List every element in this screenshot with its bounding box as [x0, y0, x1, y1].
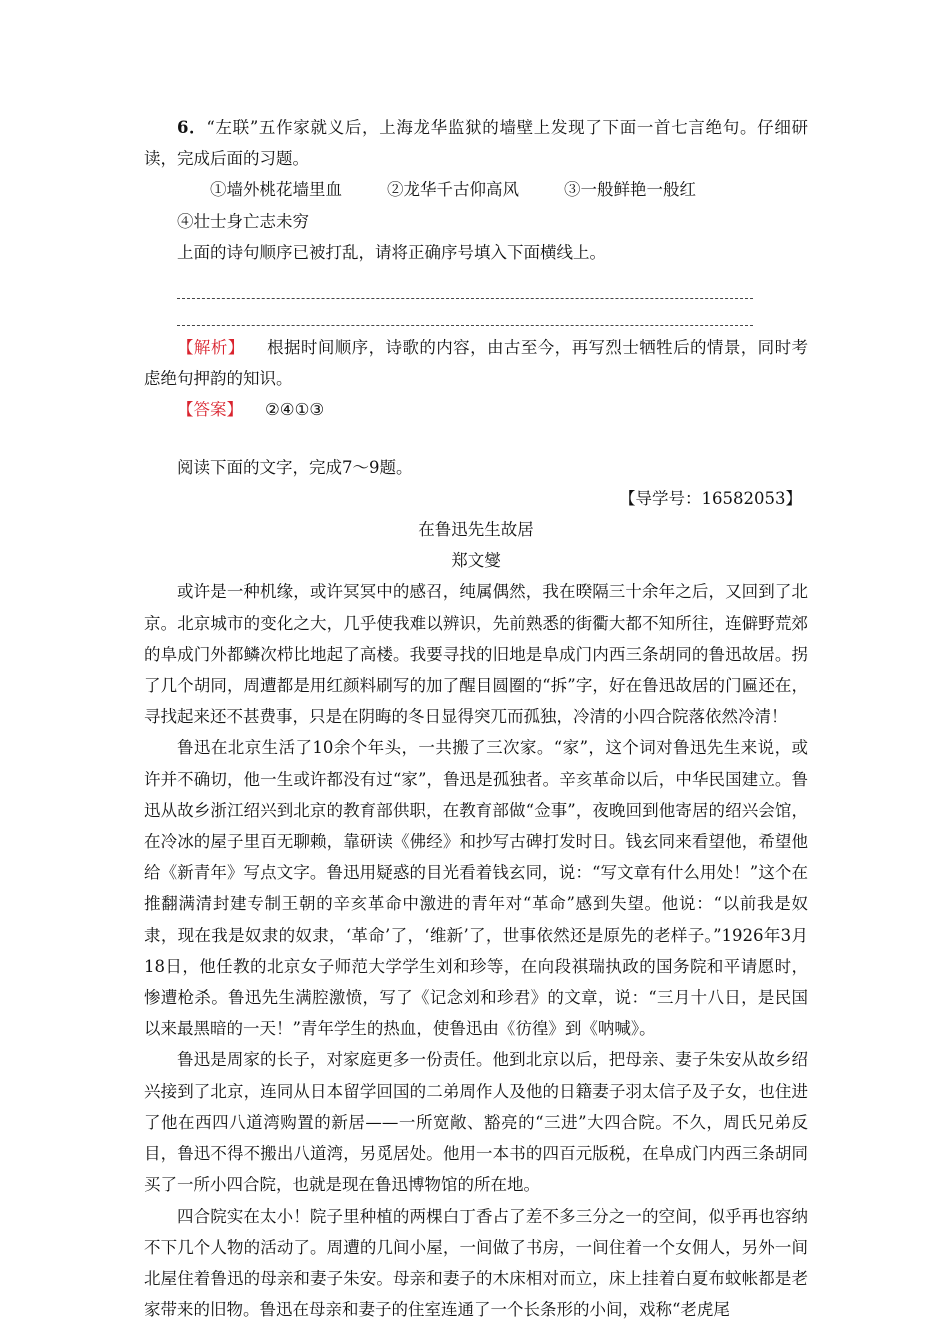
question-6-text: “左联”五作家就义后，上海龙华监狱的墙壁上发现了下面一首七言绝句。仔细研读，完成后面的习题。 [144, 118, 808, 169]
article-author: 郑文燮 [451, 551, 501, 571]
poem-options [144, 174, 808, 236]
question-6-prompt [144, 112, 808, 174]
poem-option-3: ③一般鲜艳一般红 [564, 180, 696, 200]
page-content [144, 112, 808, 1325]
poem-option-2: ②龙华千古仰高风 [387, 180, 519, 200]
analysis-text: 根据时间顺序，诗歌的内容，由古至今，再写烈士牺牲后的情景，同时考虑绝句押韵的知识。 [144, 338, 809, 389]
article-paragraph-1: 或许是一种机缘，或许冥冥中的感召，纯属偶然，我在暌隔三十余年之后，又回到了北京。北京城市的变化之大，几乎使我难以辨识，先前熟悉的街衢大都不知所往，连僻野荒郊的阜成门外都鳞次栉比地起了高楼。我要寻找的旧地是阜成门内西三条胡同的鲁迅故居。拐了几个胡同，周遭都是用红颜料刷写的加了醒目圆圈的“拆”字，好在鲁迅故居的门匾还在，寻找起来还不甚费事，只是在阴晦的冬日显得突兀而孤独，冷清的小四合院落依然冷清！ [144, 582, 808, 727]
answer-paragraph [144, 394, 808, 425]
article-title: 在鲁迅先生故居 [418, 520, 534, 540]
article-paragraph-3: 鲁迅是周家的长子，对家庭更多一份责任。他到北京以后，把母亲、妻子朱安从故乡绍兴接到了北京，连同从日本留学回国的二弟周作人及他的日籍妻子羽太信子及子女，也住进了他在西四八道湾购置的新居——一所宽敞、豁亮的“三进”大四合院。不久，周氏兄弟反目，鲁迅不得不搬出八道湾，另觅居处。他用一本书的四百元版税，在阜成门内西三条胡同买了一所小四合院，也就是现在鲁迅博物馆的所在地。 [144, 1050, 808, 1195]
answer-blank-line-2 [177, 299, 753, 326]
answer-blank-line-1 [177, 272, 753, 299]
guide-number: 【导学号：16582053】 [619, 488, 802, 508]
reading-instruction: 阅读下面的文字，完成7～9题。 [177, 457, 413, 477]
analysis-label: 【解析】 [177, 338, 245, 358]
analysis-paragraph [144, 332, 808, 394]
article-paragraph-4: 四合院实在太小！院子里种植的两棵白丁香占了差不多三分之一的空间，似乎再也容纳不下几个人物的活动了。周遭的几间小屋，一间做了书房，一间住着一个女佣人，另外一间北屋住着鲁迅的母亲和妻子朱安。母亲和妻子的木床相对而立，床上挂着白夏布蚊帐都是老家带来的旧物。鲁迅在母亲和妻子的住室连通了一个长条形的小间，戏称“老虎尾 [144, 1206, 808, 1320]
poem-option-1: ①墙外桃花墙里血 [210, 180, 342, 200]
article-paragraph-2: 鲁迅在北京生活了10余个年头，一共搬了三次家。“家”，这个词对鲁迅先生来说，或许并不确切，他一生或许都没有过“家”，鲁迅是孤独者。辛亥革命以后，中华民国建立。鲁迅从故乡浙江绍兴到北京的教育部供职，在教育部做“佥事”，夜晚回到他寄居的绍兴会馆，在冷冰的屋子里百无聊赖，靠研读《佛经》和抄写古碑打发时日。钱玄同来看望他，希望他给《新青年》写点文字。鲁迅用疑惑的目光看着钱玄同，说：“写文章有什么用处！”这个在推翻满清封建专制王朝的辛亥革命中激进的青年对“革命”感到失望。他说：“以前我是奴隶，现在我是奴隶的奴隶，‘革命’了，‘维新’了，世事依然还是原先的老样子。”1926年3月18日，他任教的北京女子师范大学学生刘和珍等，在向段祺瑞执政的国务院和平请愿时，惨遭枪杀。鲁迅先生满腔激愤，写了《记念刘和珍君》的文章，说：“三月十八日，是民国以来最黑暗的一天！”青年学生的热血，使鲁迅由《彷徨》到《呐喊》。 [144, 738, 808, 1039]
answer-label: 【答案】 [177, 400, 243, 420]
question-number: 6． [177, 118, 207, 137]
answer-text: ②④①③ [265, 400, 325, 420]
question-6-instruction: 上面的诗句顺序已被打乱，请将正确序号填入下面横线上。 [177, 242, 606, 262]
poem-option-4: ④壮士身亡志未穷 [177, 211, 309, 231]
